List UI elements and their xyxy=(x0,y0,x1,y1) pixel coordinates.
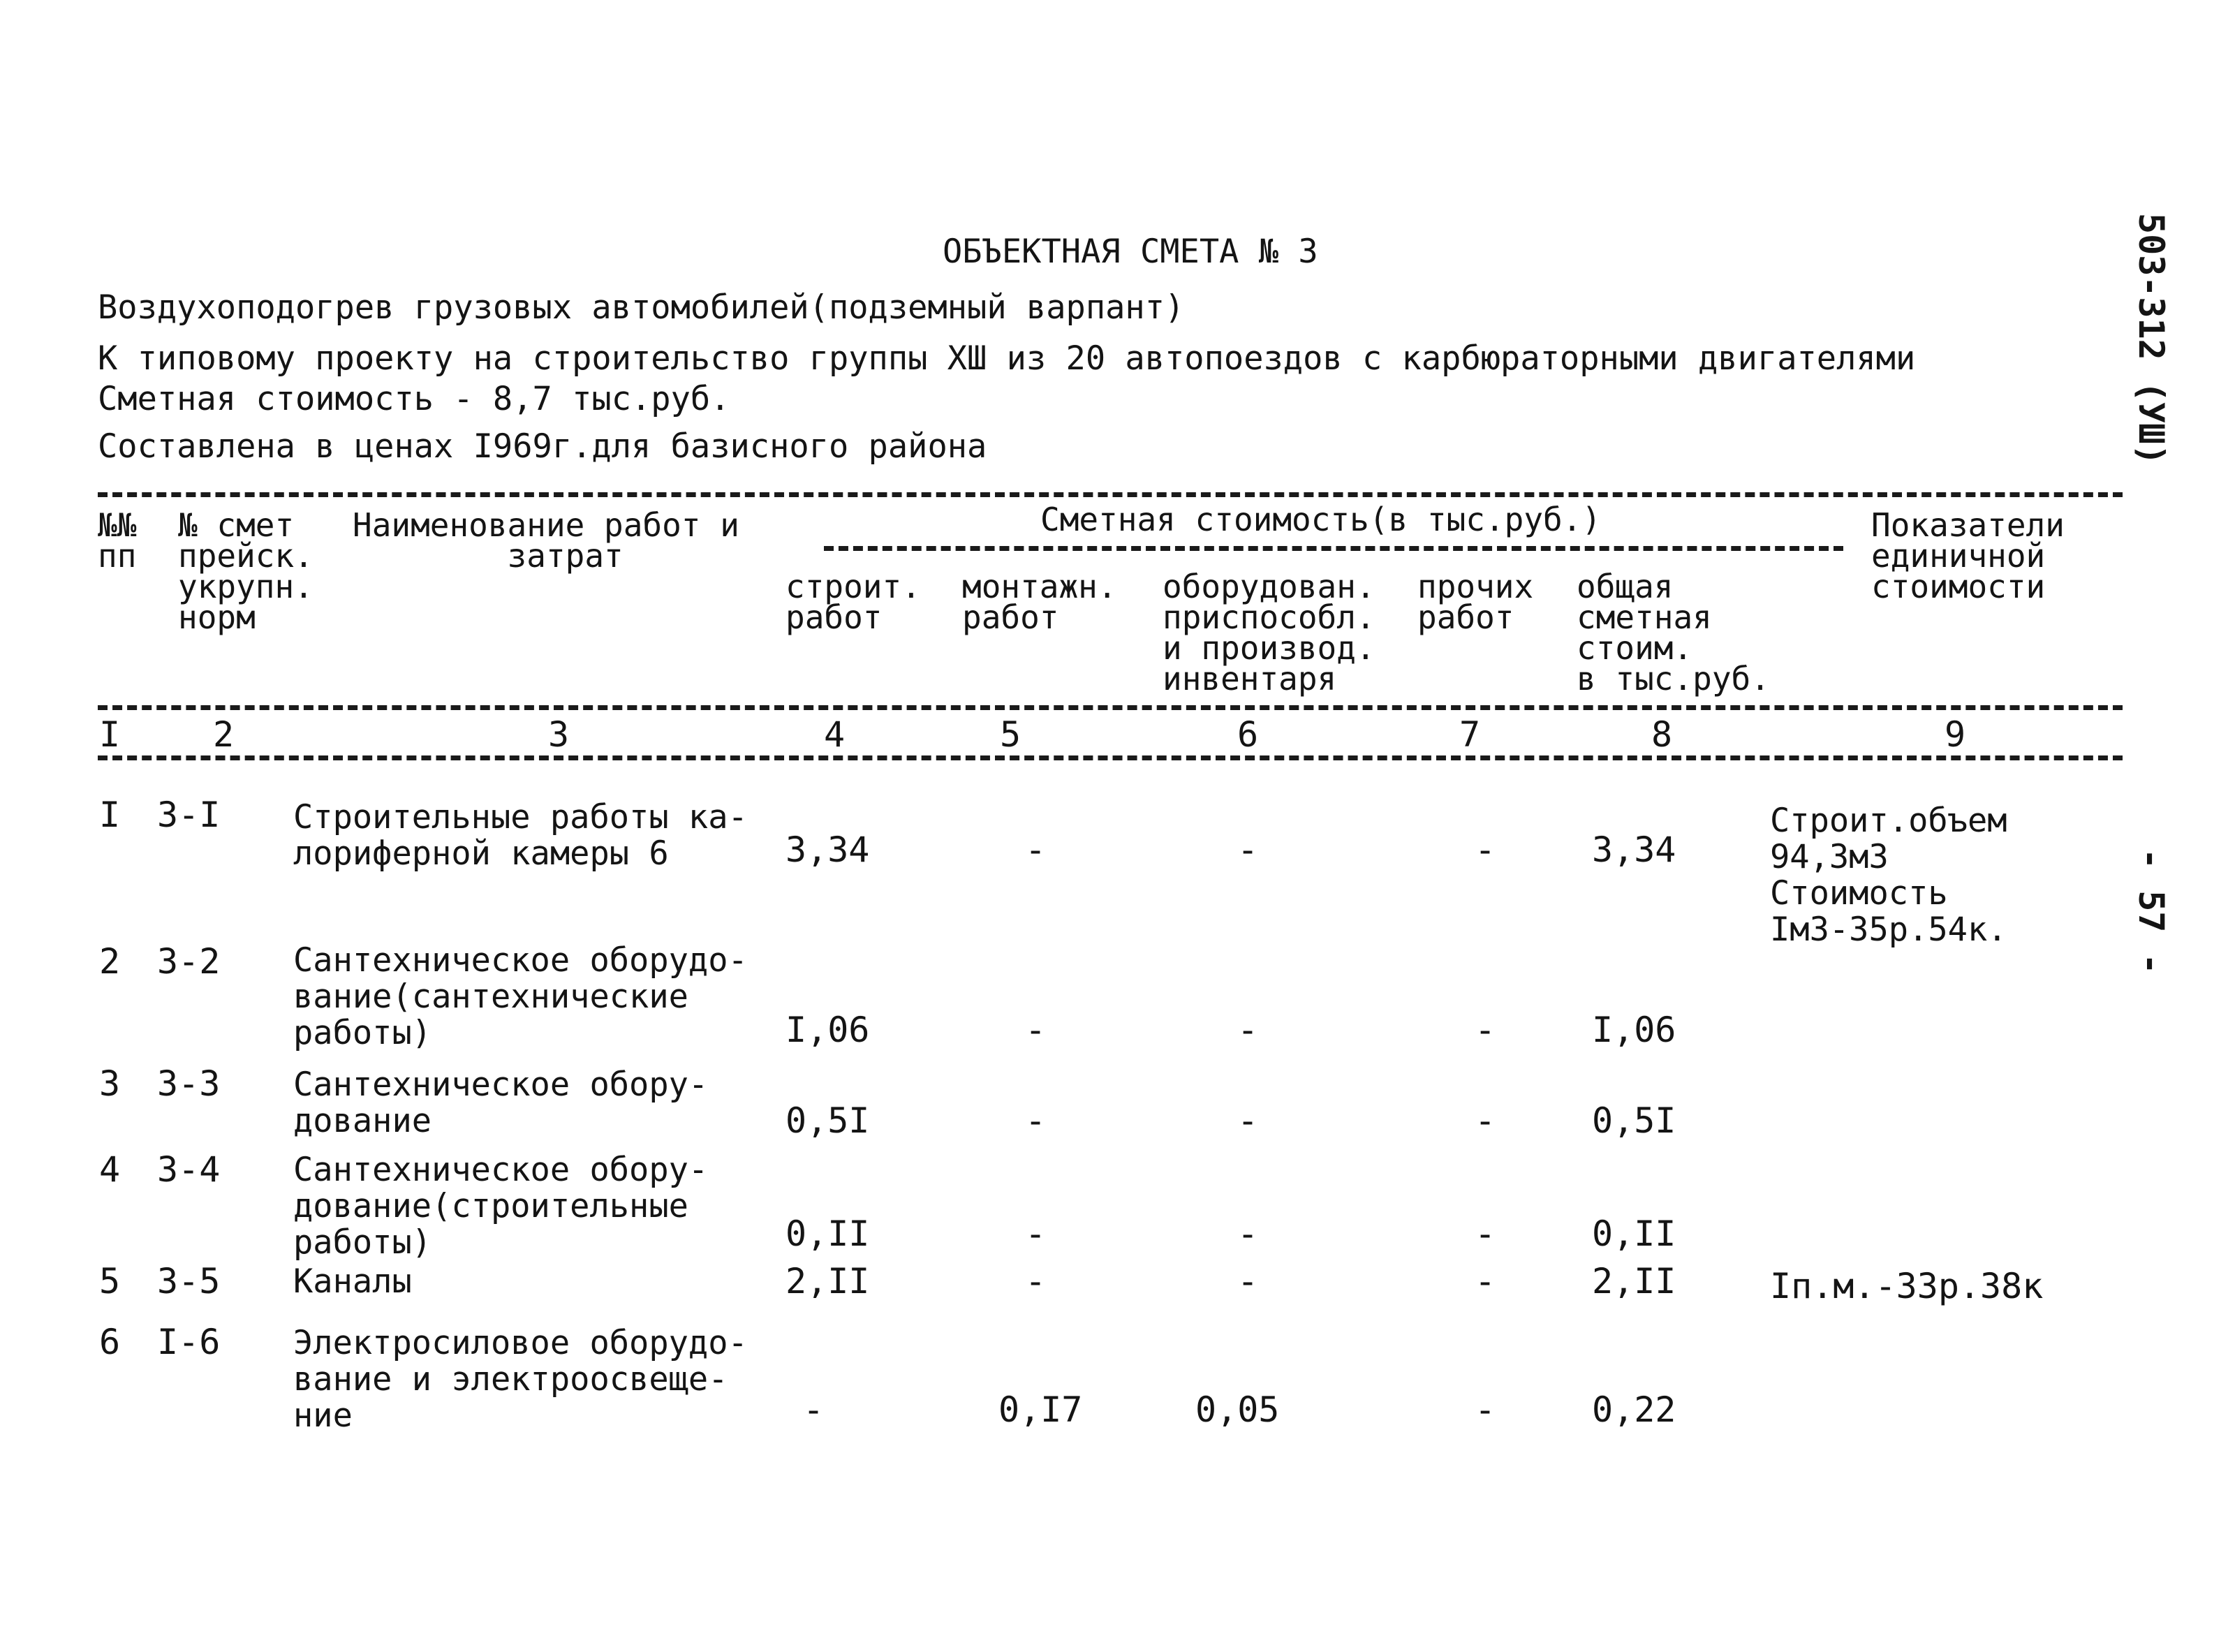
row-name: Сантехническое оборудо- вание(сантехнические работы) xyxy=(293,941,748,1052)
row-construction-cost: I,06 xyxy=(785,1010,870,1050)
row-other-cost: - xyxy=(1475,829,1496,870)
row-name: Каналы xyxy=(293,1262,412,1301)
row-installation-cost: 0,I7 xyxy=(998,1389,1083,1430)
price-basis: Составлена в ценах I969г.для базисного района xyxy=(98,427,987,466)
header-cost-group: Сметная стоимость(в тыс.руб.) xyxy=(1040,501,1602,538)
row-other-cost: - xyxy=(1475,1389,1496,1430)
row-equipment-cost: - xyxy=(1237,1010,1259,1050)
row-equipment-cost: - xyxy=(1237,1100,1259,1141)
row-code: 3-I xyxy=(157,795,221,835)
row-other-cost: - xyxy=(1475,1010,1496,1050)
column-number: 6 xyxy=(1237,714,1259,755)
row-installation-cost: - xyxy=(1025,1010,1047,1050)
row-total-cost: 0,5I xyxy=(1592,1100,1676,1141)
column-number: 4 xyxy=(824,714,846,755)
header-total-cost: общая сметная стоим. в тыс.руб. xyxy=(1577,568,1770,698)
row-equipment-cost: 0,05 xyxy=(1195,1389,1280,1430)
header-work-name: Наименование работ и затрат xyxy=(353,506,739,575)
column-number: 5 xyxy=(1000,714,1021,755)
column-number: I xyxy=(99,714,121,755)
row-total-cost: 3,34 xyxy=(1592,829,1676,870)
header-bottom-rule xyxy=(98,705,2123,710)
document-code: 503-312 (УШ) xyxy=(2131,213,2171,466)
row-number: 3 xyxy=(99,1063,121,1104)
header-equipment: оборудован. приспособл. и производ. инвентаря xyxy=(1163,568,1375,698)
project-reference: К типовому проекту на строительство группы ХШ из 20 автопоездов с карбюраторными двигателями xyxy=(98,339,1916,378)
row-code: 3-3 xyxy=(157,1063,221,1104)
row-installation-cost: - xyxy=(1025,829,1047,870)
row-name: Строительные работы ка- лориферной камеры 6 xyxy=(293,798,748,873)
row-total-cost: 2,II xyxy=(1592,1261,1676,1301)
row-other-cost: - xyxy=(1475,1261,1496,1301)
row-unit-cost: Строит.объем 94,3м3 Стоимость Iм3-35р.54к. xyxy=(1770,802,2007,949)
row-equipment-cost: - xyxy=(1237,1214,1259,1254)
row-equipment-cost: - xyxy=(1237,1261,1259,1301)
row-code: 3-5 xyxy=(157,1261,221,1301)
column-number-rule xyxy=(98,755,2123,760)
row-name: Электросиловое оборудо- вание и электроосвеще- ние xyxy=(293,1324,748,1435)
row-total-cost: I,06 xyxy=(1592,1010,1676,1050)
header-unit-cost: Показатели единичной стоимости xyxy=(1871,506,2065,605)
page-number: - 57 - xyxy=(2131,848,2171,975)
column-number: 9 xyxy=(1945,714,1966,755)
header-top-rule xyxy=(98,492,2123,497)
row-unit-cost: Iп.м.-33р.38к xyxy=(1770,1266,2044,1306)
row-code: I-6 xyxy=(157,1322,221,1362)
document-title: ОБЪЕКТНАЯ СМЕТА № 3 xyxy=(943,233,1318,271)
row-number: 6 xyxy=(99,1322,121,1362)
object-name: Воздухоподогрев грузовых автомобилей(подземный варпант) xyxy=(98,288,1185,327)
row-construction-cost: - xyxy=(803,1389,825,1430)
row-construction-cost: 0,II xyxy=(785,1214,870,1254)
row-number: 4 xyxy=(99,1149,121,1190)
row-construction-cost: 3,34 xyxy=(785,829,870,870)
header-estimate-number: № смет прейск. укрупн. норм xyxy=(178,506,313,636)
row-total-cost: 0,22 xyxy=(1592,1389,1676,1430)
row-name: Сантехническое обору- дование xyxy=(293,1065,709,1140)
header-installation-works: монтажн. работ xyxy=(962,568,1117,636)
row-installation-cost: - xyxy=(1025,1214,1047,1254)
column-number: 8 xyxy=(1651,714,1673,755)
row-construction-cost: 2,II xyxy=(785,1261,870,1301)
estimated-cost: Сметная стоимость - 8,7 тыс.руб. xyxy=(98,380,730,418)
row-installation-cost: - xyxy=(1025,1261,1047,1301)
row-name: Сантехническое обору- дование(строительные работы) xyxy=(293,1151,709,1262)
cost-group-rule xyxy=(824,546,1843,551)
row-other-cost: - xyxy=(1475,1100,1496,1141)
row-construction-cost: 0,5I xyxy=(785,1100,870,1141)
row-other-cost: - xyxy=(1475,1214,1496,1254)
row-number: I xyxy=(99,795,121,835)
column-number: 2 xyxy=(213,714,235,755)
row-equipment-cost: - xyxy=(1237,829,1259,870)
header-row-number: №№ пп xyxy=(98,506,137,575)
row-code: 3-4 xyxy=(157,1149,221,1190)
column-number: 3 xyxy=(548,714,570,755)
header-construction-works: строит. работ xyxy=(785,568,921,636)
row-total-cost: 0,II xyxy=(1592,1214,1676,1254)
row-number: 5 xyxy=(99,1261,121,1301)
row-number: 2 xyxy=(99,941,121,982)
row-code: 3-2 xyxy=(157,941,221,982)
row-installation-cost: - xyxy=(1025,1100,1047,1141)
header-other-works: прочих работ xyxy=(1417,568,1534,636)
column-number: 7 xyxy=(1459,714,1481,755)
